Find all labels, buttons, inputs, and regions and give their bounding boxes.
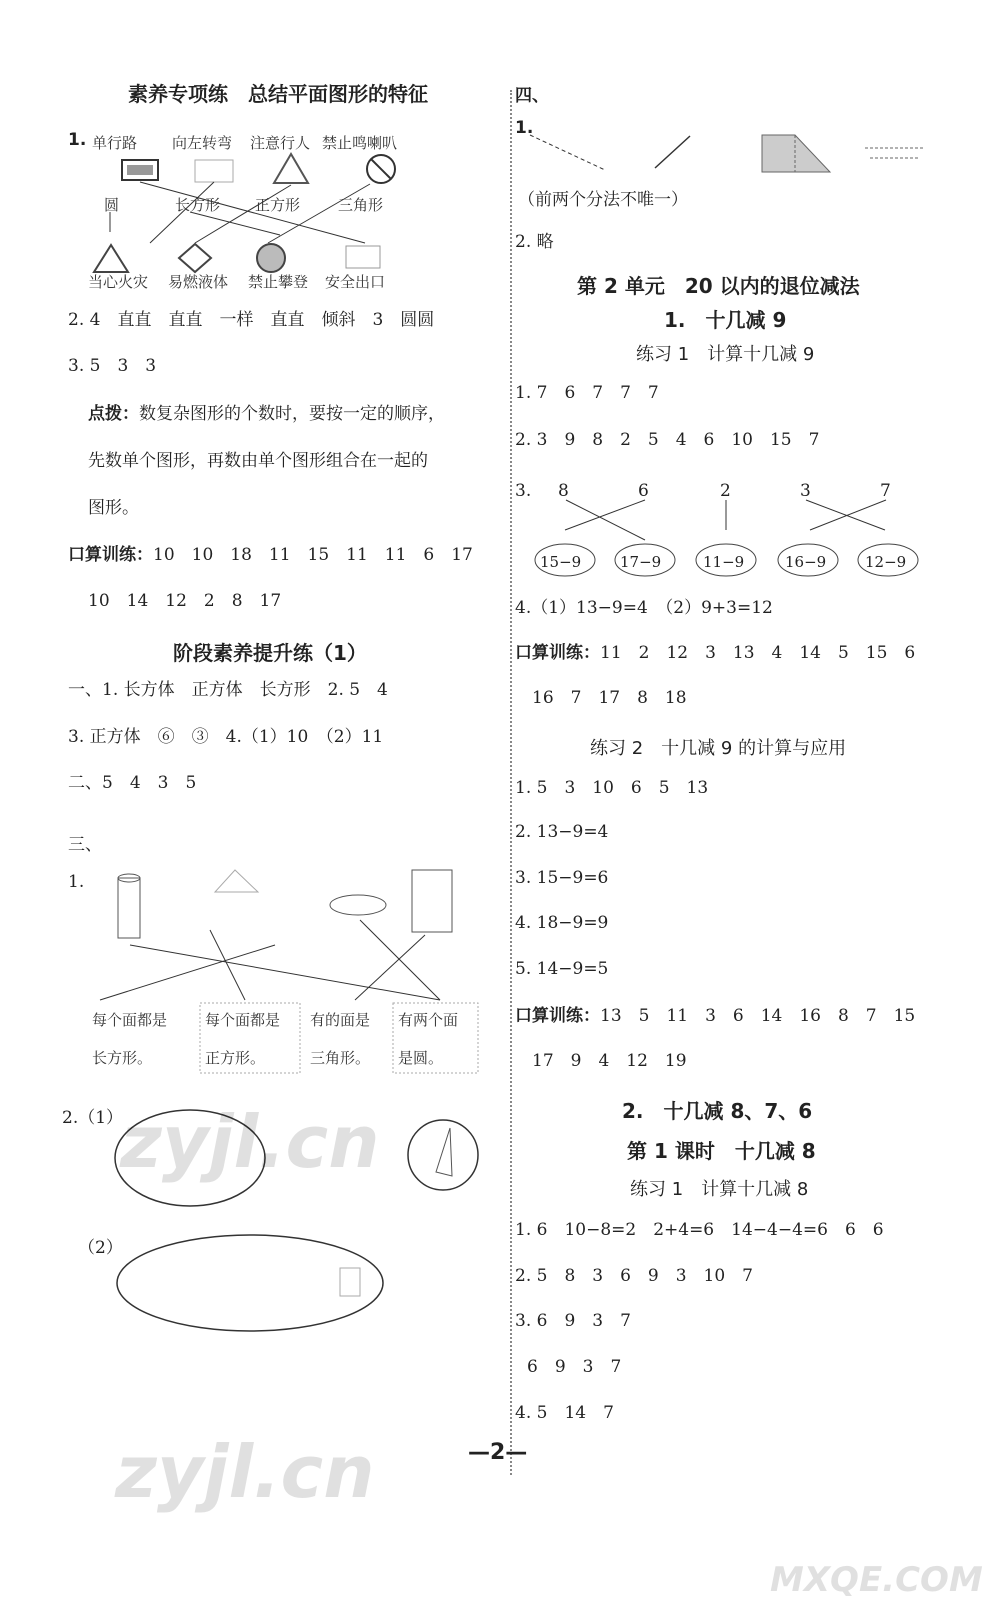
oral1-label: 口算训练： (515, 643, 600, 663)
prism-icon (215, 870, 258, 892)
section4-q1: 1. (515, 118, 534, 138)
section4-q2: 2. 略 (515, 232, 554, 252)
section-title: 素养专项练 总结平面图形的特征 (128, 82, 428, 106)
oral-line-2: 10 14 12 2 8 17 (88, 591, 282, 611)
stage-section1-line1: 一、1. 长方体 正方体 长方形 2. 5 4 (68, 680, 388, 700)
solid-line-5 (355, 935, 425, 1000)
ex2-q4: 4. 18−9=9 (515, 913, 609, 933)
fire-warning-sign-icon (94, 245, 128, 272)
sec2-title: 2. 十几减 8、7、6 (622, 1099, 813, 1123)
circle-answer-2 (408, 1120, 478, 1190)
desc-1b: 长方形。 (92, 1049, 153, 1067)
shaded-trapezoid (762, 135, 830, 172)
tip-label: 点拨： (88, 404, 139, 424)
pedestrian-sign-icon (274, 154, 308, 183)
q3-top-2: 6 (638, 481, 649, 501)
unit-title: 第 2 单元 20 以内的退位减法 (577, 274, 860, 298)
stage-section3-label: 三、 (68, 835, 102, 855)
shape-label-3: 正方形 (255, 196, 301, 214)
small-shape (340, 1268, 360, 1296)
desc-4a: 有两个面 (398, 1011, 459, 1029)
ex3-q1: 1. 6 10−8=2 2+4=6 14−4−4=6 6 6 (515, 1220, 884, 1240)
sign-bottom-3: 禁止攀登 (248, 273, 309, 291)
ex3-q3-line2: 6 9 3 7 (527, 1357, 622, 1377)
turn-left-sign-icon (195, 160, 233, 182)
ex3-q4: 4. 5 14 7 (515, 1403, 614, 1423)
oral-label: 口算训练： (68, 545, 153, 565)
no-climbing-sign-icon (257, 244, 285, 272)
cuboid-icon (412, 870, 452, 932)
stage-section1-line2: 3. 正方体 ⑥ ③ 4.（1）10 （2）11 (68, 727, 384, 747)
divide-line-2 (655, 136, 690, 168)
sign-bottom-1: 当心火灾 (88, 273, 149, 291)
solid-line-2 (210, 930, 245, 1000)
shape-label-4: 三角形 (338, 196, 384, 214)
oral2-line-1: 口算训练：13 5 11 3 6 14 16 8 7 15 (515, 1006, 916, 1026)
sign-bottom-4: 安全出口 (325, 273, 386, 291)
sign-top-3: 注意行人 (250, 134, 311, 152)
ex3-q2: 2. 5 8 3 6 9 3 10 7 (515, 1266, 753, 1286)
section4-label: 四、 (515, 86, 549, 106)
q3-expr-4: 16−9 (785, 553, 827, 571)
q3-line-5 (810, 500, 886, 530)
match-line-6 (190, 212, 280, 235)
watermark-2: zyjl.cn (115, 1430, 375, 1514)
stage-section3-q2-2: （2） (78, 1238, 123, 1258)
ex2-q5: 5. 14−9=5 (515, 959, 609, 979)
section4-note: （前两个分法不唯一） (518, 190, 688, 210)
desc-3b: 三角形。 (310, 1049, 371, 1067)
stage-section2: 二、5 4 3 5 (68, 773, 197, 793)
solid-line-3 (100, 945, 275, 1000)
q1-number: 1. (68, 130, 87, 150)
q2-answer: 2. 4 直直 直直 一样 直直 倾斜 3 圆圆 (68, 310, 435, 330)
sign-top-1: 单行路 (92, 134, 138, 152)
page-number: —2— (468, 1440, 528, 1465)
oral2-label: 口算训练： (515, 1006, 600, 1026)
q3-expr-1: 15−9 (540, 553, 582, 571)
flammable-sign-icon (179, 244, 211, 272)
stage-section3-q1: 1. (68, 872, 85, 892)
q3-line-1 (566, 500, 645, 540)
oral-line-1: 口算训练：10 10 18 11 15 11 11 6 17 (68, 545, 473, 565)
sign-bottom-2: 易燃液体 (168, 273, 229, 291)
ex2-q3: 3. 15−9=6 (515, 868, 609, 888)
desc-2b: 正方形。 (205, 1049, 266, 1067)
ellipse-answer (117, 1235, 383, 1331)
one-way-sign-fill (127, 165, 153, 175)
ex3-title: 练习 1 计算十几减 8 (630, 1179, 809, 1200)
ex1-q3-num: 3. (515, 481, 532, 501)
ex3-q3: 3. 6 9 3 7 (515, 1311, 631, 1331)
desc-2a: 每个面都是 (205, 1011, 281, 1029)
column-divider (510, 90, 512, 1475)
q3-expr-5: 12−9 (865, 553, 907, 571)
q3-top-3: 2 (720, 481, 731, 501)
match-line-1 (140, 182, 365, 243)
oral2-line-2: 17 9 4 12 19 (532, 1051, 687, 1071)
oral1-line-1: 口算训练：11 2 12 3 13 4 14 5 15 6 (515, 643, 916, 663)
ex2-q2: 2. 13−9=4 (515, 822, 609, 842)
q3-top-4: 3 (800, 481, 811, 501)
q3-line-4 (806, 500, 885, 530)
sign-top-2: 向左转弯 (172, 134, 233, 152)
no-horn-slash (371, 159, 391, 179)
ex1-q1: 1. 7 6 7 7 7 (515, 383, 659, 403)
watermark-1: zyjl.cn (120, 1100, 380, 1184)
divide-line-1 (530, 135, 605, 170)
oral1-line-2: 16 7 17 8 18 (532, 688, 687, 708)
ex2-q1: 1. 5 3 10 6 5 13 (515, 778, 709, 798)
q3-expr-2: 17−9 (620, 553, 662, 571)
q3-top-1: 8 (558, 481, 569, 501)
stage-title: 阶段素养提升练（1） (173, 641, 367, 665)
tip-line-2: 先数单个图形，再数由单个图形组合在一起的 (88, 451, 428, 471)
tip-line-3: 图形。 (88, 498, 139, 518)
cylinder-icon (118, 878, 140, 938)
disk-icon (330, 895, 386, 915)
q3-top-5: 7 (880, 481, 891, 501)
triangle-shape (436, 1128, 452, 1176)
q3-expr-3: 11−9 (703, 553, 745, 571)
desc-3a: 有的面是 (310, 1011, 371, 1029)
stage-section3-q2-1: 2.（1） (62, 1108, 124, 1128)
lesson-title: 第 1 课时 十几减 8 (627, 1139, 816, 1163)
ex1-q4: 4.（1）13−9=4 （2）9+3=12 (515, 598, 773, 618)
shape-label-1: 圆 (104, 196, 120, 214)
q3-answer: 3. 5 3 3 (68, 356, 157, 376)
ex1-q2: 2. 3 9 8 2 5 4 6 10 15 7 (515, 430, 820, 450)
ex1-title: 练习 1 计算十几减 9 (636, 344, 815, 365)
sign-top-4: 禁止鸣喇叭 (322, 134, 398, 152)
sec1-title: 1. 十几减 9 (664, 308, 787, 332)
desc-4b: 是圆。 (398, 1049, 444, 1067)
q3-line-2 (565, 500, 645, 530)
ex2-title: 练习 2 十几减 9 的计算与应用 (590, 738, 847, 759)
watermark-3: MXQE.COM (770, 1560, 983, 1600)
exit-sign-icon (346, 246, 380, 268)
desc-1a: 每个面都是 (92, 1011, 168, 1029)
shape-label-2: 长方形 (175, 196, 221, 214)
tip-line-1: 点拨：数复杂图形的个数时，要按一定的顺序， (88, 404, 445, 424)
